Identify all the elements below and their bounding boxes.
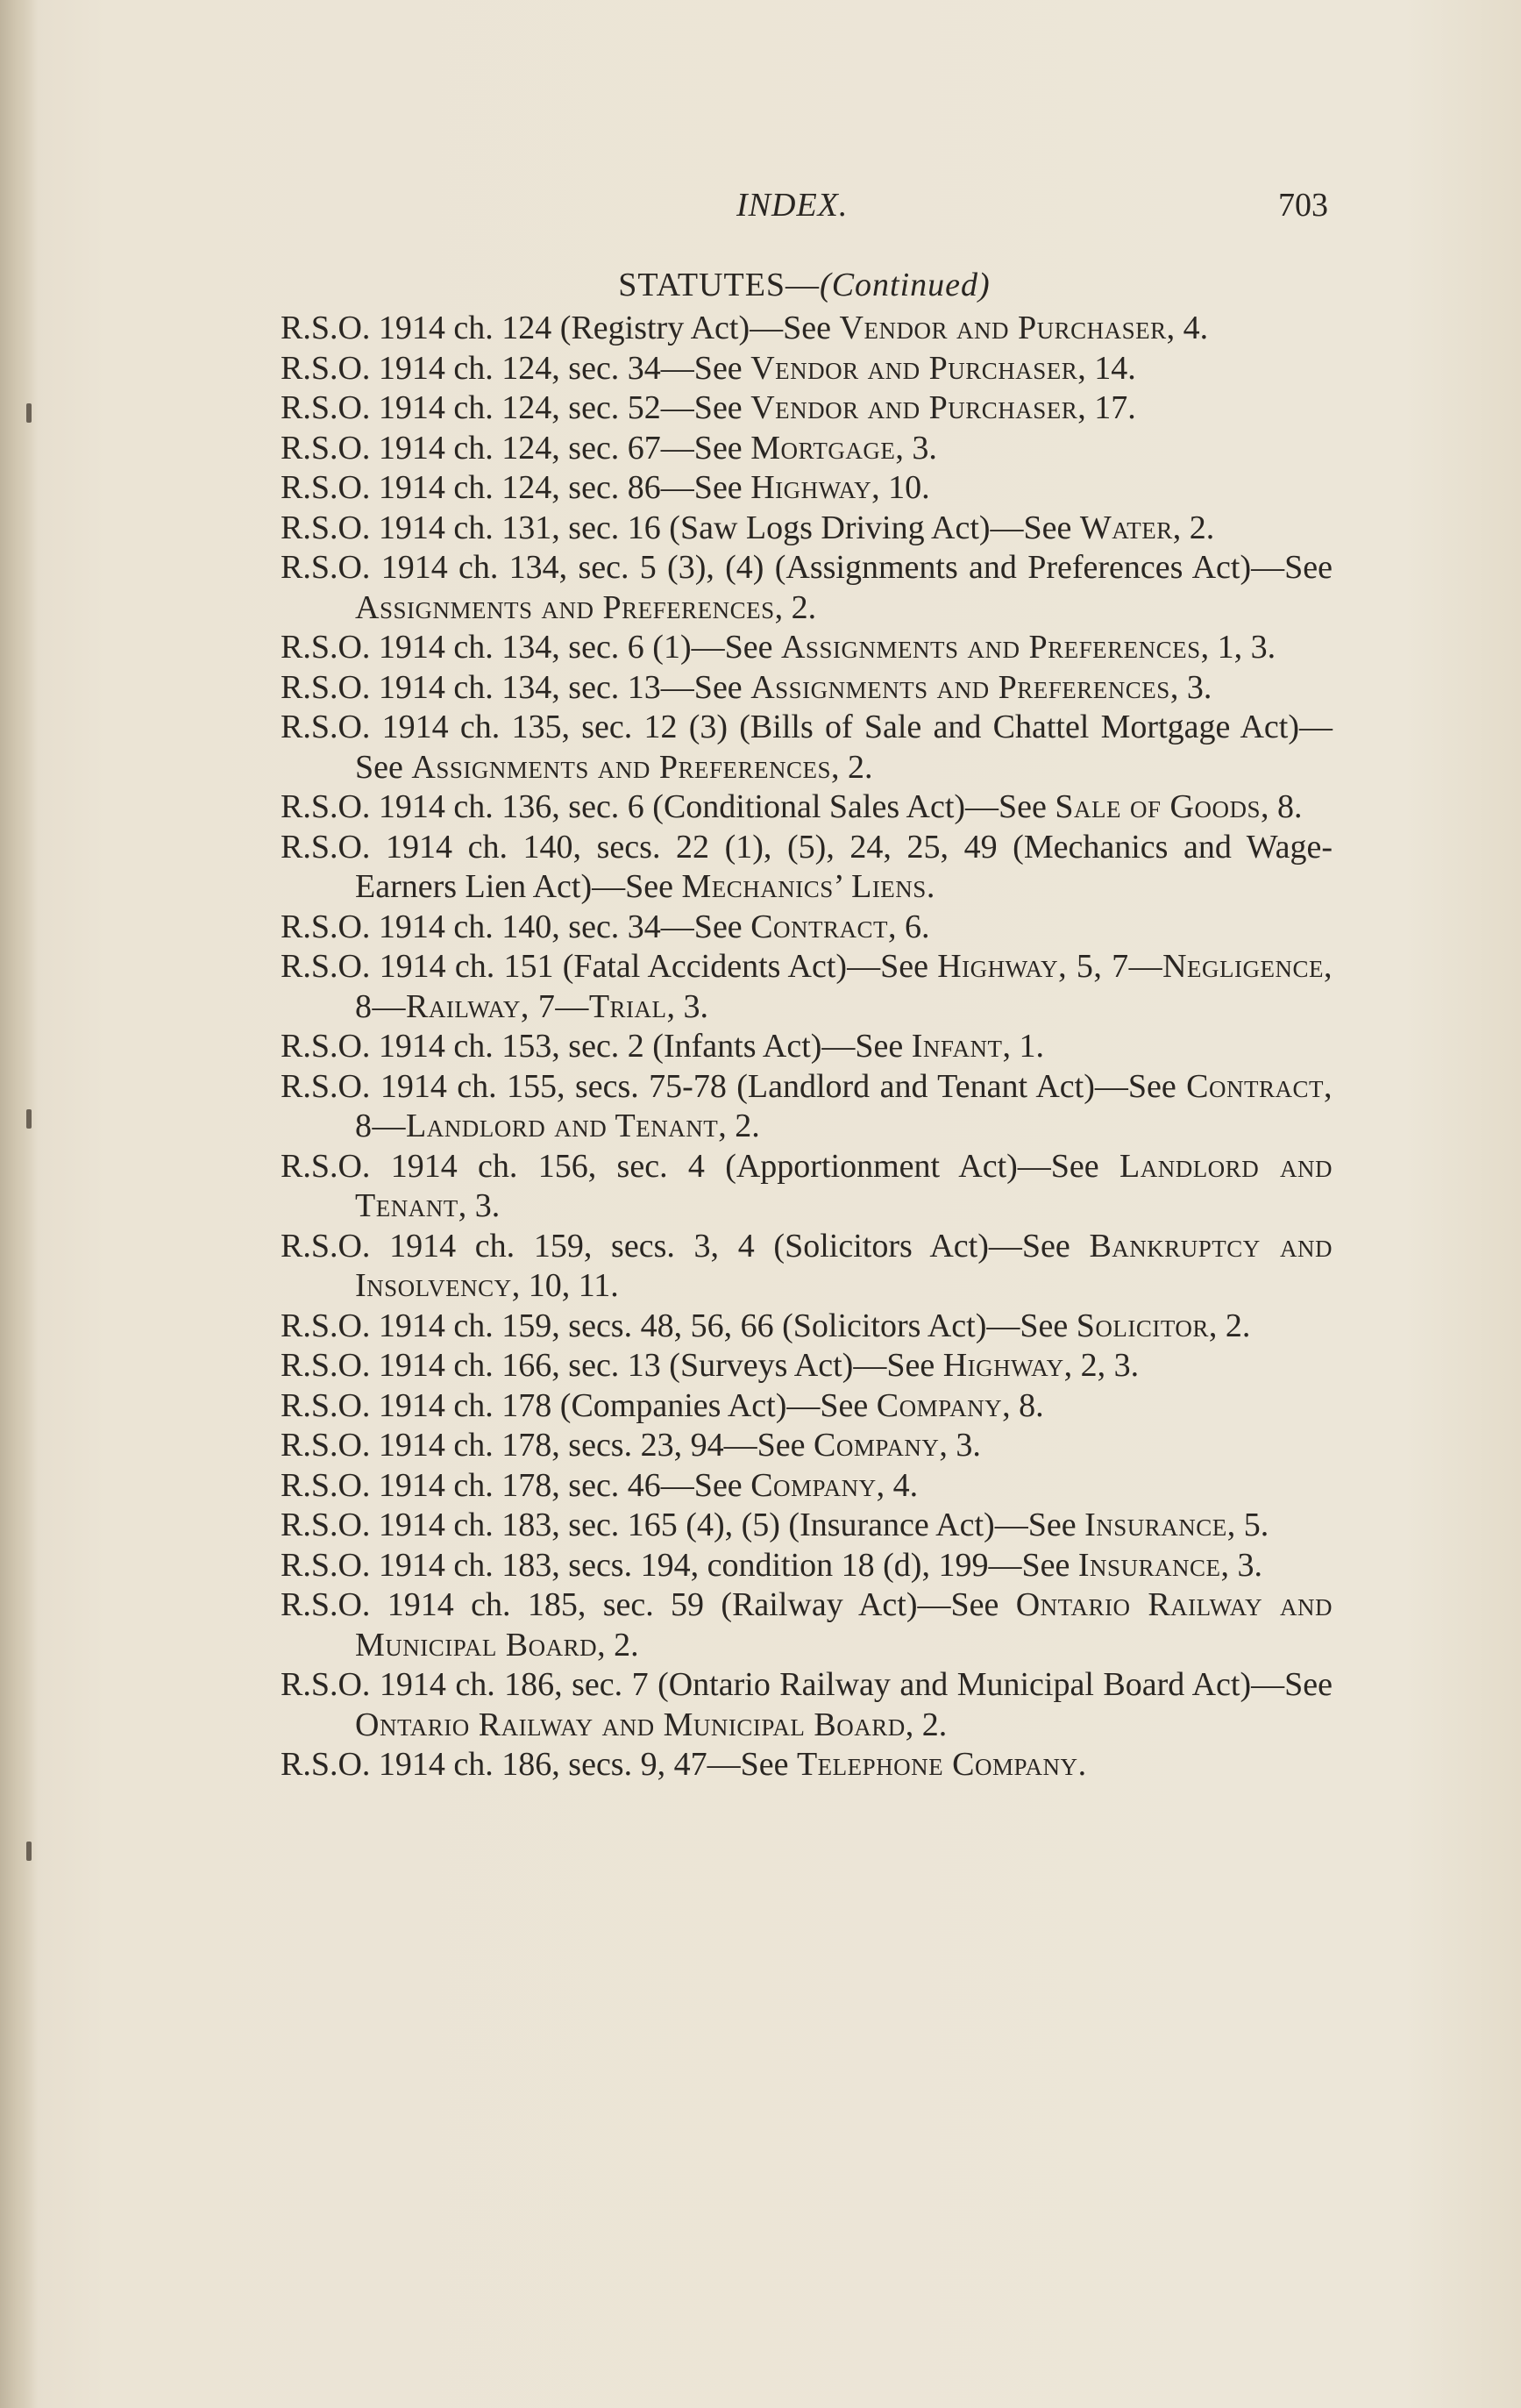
- entry-locator: .: [926, 868, 935, 905]
- index-entry: [281, 828, 1333, 908]
- entry-locator: , 1.: [1002, 1028, 1044, 1065]
- entry-cross-reference: Vendor and Purchaser: [750, 349, 1078, 387]
- entry-statute: R.S.O. 1914 ch. 134, sec. 5 (3), (4) (Assignments and Preferences Act)—See: [281, 549, 1333, 586]
- index-entry: [281, 548, 1333, 628]
- entry-locator: , 4.: [876, 1466, 919, 1504]
- section-heading: STATUTES—: [618, 267, 821, 303]
- index-entry: [281, 1506, 1333, 1546]
- index-entry: [281, 787, 1333, 828]
- entry-locator: , 2.: [597, 1626, 639, 1664]
- index-entry: [281, 1067, 1333, 1147]
- entry-statute: R.S.O. 1914 ch. 156, sec. 4 (Apportionment Act)—See: [281, 1147, 1119, 1185]
- entry-locator: , 3.: [458, 1187, 501, 1224]
- entry-locator: , 2.: [1208, 1307, 1251, 1344]
- entry-locator: , 2.: [831, 748, 873, 786]
- index-entry: [281, 309, 1333, 349]
- index-entry: [281, 509, 1333, 549]
- index-entry: [281, 908, 1333, 948]
- index-entry: [281, 1585, 1333, 1665]
- entry-locator: , 14.: [1077, 349, 1136, 387]
- index-entry: [281, 468, 1333, 509]
- entry-locator: , 4.: [1166, 310, 1209, 346]
- entry-cross-reference: Vendor and Purchaser: [839, 310, 1167, 346]
- index-entry: [281, 1745, 1333, 1785]
- entry-cross-reference: Ontario Railway and Municipal Board: [355, 1586, 1333, 1664]
- entry-cross-reference: Telephone Company: [796, 1746, 1078, 1783]
- entry-locator: , 3.: [939, 1427, 981, 1464]
- entry-cross-reference: Mortgage: [750, 429, 896, 467]
- entry-locator: , 3.: [1169, 668, 1212, 706]
- binding-mark: [26, 1842, 32, 1861]
- index-entry: [281, 1307, 1333, 1347]
- entry-locator: , 17.: [1077, 389, 1136, 426]
- entry-locator: , 2.: [774, 588, 817, 626]
- entry-cross-reference: Solicitor: [1076, 1307, 1209, 1344]
- index-entry: [281, 349, 1333, 389]
- entry-statute: R.S.O. 1914 ch. 124 (Registry Act)—See: [281, 310, 840, 346]
- entry-locator: , 1, 3.: [1200, 629, 1276, 666]
- entry-statute: R.S.O. 1914 ch. 178 (Companies Act)—See: [281, 1386, 877, 1424]
- continued-label: (Continued): [820, 267, 991, 303]
- entry-cross-reference: Insurance: [1077, 1546, 1221, 1584]
- entry-locator: , 8.: [1002, 1386, 1044, 1424]
- entry-cross-reference: Vendor and Purchaser: [750, 389, 1078, 426]
- entry-statute: R.S.O. 1914 ch. 124, sec. 86—See: [281, 469, 751, 506]
- index-entry: [281, 1346, 1333, 1386]
- entry-statute: R.S.O. 1914 ch. 124, sec. 34—See: [281, 349, 751, 387]
- entry-statute: R.S.O. 1914 ch. 178, secs. 23, 94—See: [281, 1427, 814, 1464]
- index-entry: [281, 628, 1333, 668]
- index-entry: [281, 1665, 1333, 1745]
- entry-statute: R.S.O. 1914 ch. 159, secs. 48, 56, 66 (Solicitors Act)—See: [281, 1307, 1077, 1344]
- index-entry: [281, 1027, 1333, 1067]
- entry-statute: R.S.O. 1914 ch. 155, secs. 75-78 (Landlord and Tenant Act)—See: [281, 1067, 1187, 1105]
- entry-cross-reference: Highway: [942, 1347, 1064, 1384]
- page-header: [281, 186, 1328, 239]
- index-entry: [281, 1147, 1333, 1227]
- entry-locator: , 8.: [1261, 788, 1303, 825]
- page-number: 703: [1278, 187, 1328, 224]
- entry-locator: , 2.: [1172, 509, 1215, 546]
- entry-statute: R.S.O. 1914 ch. 135, sec. 12 (3) (Bills of Sale and Chattel Mortgage Act)—See: [281, 709, 1333, 786]
- entry-statute: R.S.O. 1914 ch. 186, sec. 7 (Ontario Railway and Municipal Board Act)—See: [281, 1666, 1333, 1703]
- entry-locator: , 2.: [905, 1706, 948, 1743]
- entry-statute: R.S.O. 1914 ch. 151 (Fatal Accidents Act)—See: [281, 948, 938, 985]
- entry-statute: R.S.O. 1914 ch. 140, secs. 22 (1), (5), 24, 25, 49 (Mechanics and Wage-Earners Lien Act)—See: [281, 828, 1333, 905]
- entry-cross-reference: Contract, 8—Landlord and Tenant: [355, 1067, 1333, 1144]
- entry-cross-reference: Highway: [750, 469, 872, 506]
- index-entries: [281, 309, 1333, 1785]
- entry-locator: , 10.: [871, 469, 930, 506]
- entry-statute: R.S.O. 1914 ch. 124, sec. 52—See: [281, 389, 751, 426]
- entry-cross-reference: Insurance: [1084, 1507, 1227, 1543]
- entry-cross-reference: Sale of Goods: [1055, 788, 1262, 825]
- entry-cross-reference: Mechanics’ Liens: [681, 868, 927, 905]
- index-entry: [281, 1227, 1333, 1307]
- entry-locator: , 6.: [888, 908, 930, 945]
- entry-cross-reference: Assignments and Preferences: [411, 748, 832, 786]
- entry-statute: R.S.O. 1914 ch. 140, sec. 34—See: [281, 908, 751, 945]
- entry-locator: , 10, 11.: [511, 1267, 619, 1304]
- entry-cross-reference: Assignments and Preferences: [780, 629, 1201, 666]
- entry-statute: R.S.O. 1914 ch. 124, sec. 67—See: [281, 429, 751, 467]
- index-entry: [281, 388, 1333, 429]
- index-entry: [281, 708, 1333, 787]
- entry-statute: R.S.O. 1914 ch. 183, secs. 194, condition 18 (d), 199—See: [281, 1546, 1078, 1584]
- entry-statute: R.S.O. 1914 ch. 186, secs. 9, 47—See: [281, 1746, 797, 1783]
- entry-cross-reference: Highway, 5, 7—Negligence, 8—Railway, 7—Trial: [355, 948, 1333, 1025]
- running-title: INDEX.: [736, 187, 849, 224]
- entry-locator: .: [1077, 1746, 1087, 1783]
- entry-cross-reference: Bankruptcy and Insolvency: [355, 1227, 1333, 1304]
- entry-cross-reference: Company: [750, 1466, 877, 1504]
- index-entry: [281, 429, 1333, 469]
- index-entry: [281, 668, 1333, 709]
- entry-locator: , 5.: [1226, 1507, 1269, 1543]
- binding-mark: [26, 403, 32, 423]
- index-entry: [281, 947, 1333, 1027]
- entry-statute: R.S.O. 1914 ch. 131, sec. 16 (Saw Logs Driving Act)—See: [281, 509, 1080, 546]
- entry-locator: , 2.: [718, 1108, 760, 1144]
- entry-statute: R.S.O. 1914 ch. 153, sec. 2 (Infants Act)—See: [281, 1028, 912, 1065]
- entry-statute: R.S.O. 1914 ch. 136, sec. 6 (Conditional Sales Act)—See: [281, 788, 1055, 825]
- index-entry: [281, 1466, 1333, 1507]
- entry-cross-reference: Water: [1079, 509, 1173, 546]
- entry-cross-reference: Company: [813, 1427, 940, 1464]
- entry-statute: R.S.O. 1914 ch. 134, sec. 13—See: [281, 668, 751, 706]
- entry-statute: R.S.O. 1914 ch. 166, sec. 13 (Surveys Act)—See: [281, 1347, 943, 1384]
- entry-statute: R.S.O. 1914 ch. 134, sec. 6 (1)—See: [281, 629, 781, 666]
- entry-cross-reference: Company: [876, 1386, 1003, 1424]
- entry-locator: , 3.: [895, 429, 937, 467]
- page-binding-shadow: [0, 0, 39, 2408]
- entry-locator: , 2, 3.: [1063, 1347, 1140, 1384]
- entry-statute: R.S.O. 1914 ch. 185, sec. 59 (Railway Act)—See: [281, 1586, 1016, 1623]
- section-title: [281, 266, 1328, 304]
- entry-locator: , 3.: [666, 987, 709, 1025]
- index-entry: [281, 1426, 1333, 1466]
- entry-cross-reference: Landlord and Tenant: [355, 1147, 1333, 1224]
- entry-locator: , 3.: [1220, 1546, 1262, 1584]
- binding-mark: [26, 1109, 32, 1129]
- entry-cross-reference: Assignments and Preferences: [355, 588, 775, 626]
- entry-cross-reference: Assignments and Preferences: [750, 668, 1170, 706]
- entry-statute: R.S.O. 1914 ch. 183, sec. 165 (4), (5) (Insurance Act)—See: [281, 1507, 1085, 1543]
- index-entry: [281, 1546, 1333, 1586]
- entry-statute: R.S.O. 1914 ch. 178, sec. 46—See: [281, 1466, 751, 1504]
- entry-cross-reference: Infant: [911, 1028, 1003, 1065]
- entry-statute: R.S.O. 1914 ch. 159, secs. 3, 4 (Solicitors Act)—See: [281, 1227, 1090, 1265]
- entry-cross-reference: Contract: [750, 908, 889, 945]
- index-entry: [281, 1386, 1333, 1427]
- entry-cross-reference: Ontario Railway and Municipal Board: [355, 1706, 906, 1743]
